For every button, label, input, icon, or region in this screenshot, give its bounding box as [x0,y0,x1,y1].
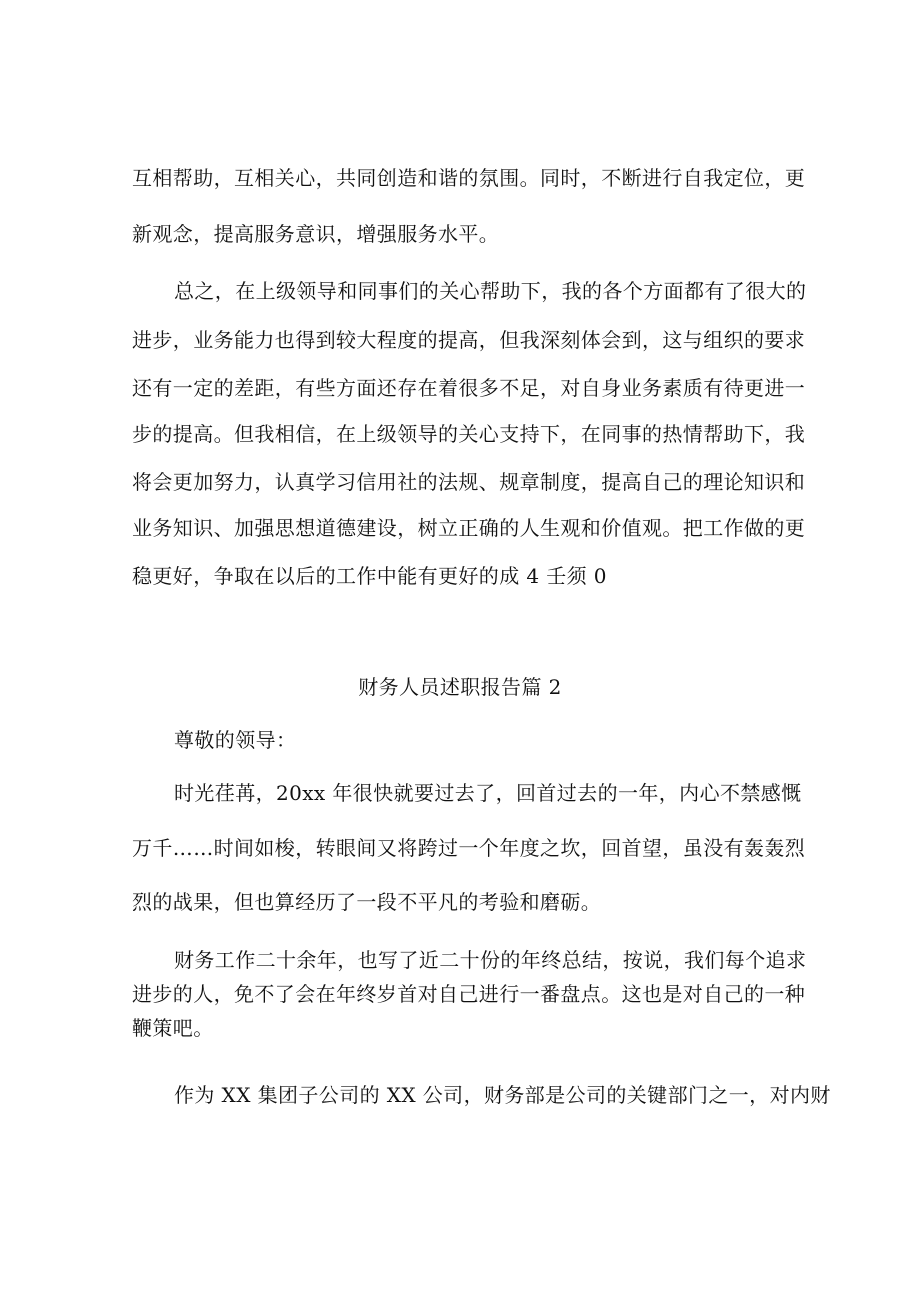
paragraph-4-line-3: 鞭策吧。 [132,1016,214,1040]
salutation: 尊敬的领导： [174,728,297,752]
paragraph-2-line-7: 稳更好，争取在以后的工作中能有更好的成 4 壬须 0 [132,564,607,588]
paragraph-4-line-2: 进步的人，免不了会在年终岁首对自己进行一番盘点。这也是对自己的一种 [132,982,806,1006]
paragraph-5-line-1: 作为 XX 集团子公司的 XX 公司，财务部是公司的关键部门之一，对内财 [174,1083,831,1107]
paragraph-1-line-2: 新观念，提高服务意识，增强服务水平。 [132,222,500,246]
section-title: 财务人员述职报告篇 2 [358,675,562,699]
paragraph-2-line-2: 进步，业务能力也得到较大程度的提高，但我深刻体会到，这与组织的要求 [132,328,806,352]
paragraph-3-line-1: 时光荏苒，20xx 年很快就要过去了，回首过去的一年，内心不禁感慨 [174,781,802,805]
paragraph-1-line-1: 互相帮助，互相关心，共同创造和谐的氛围。同时，不断进行自我定位，更 [132,166,806,190]
paragraph-3-line-2: 万千……时间如梭，转眼间又将跨过一个年度之坎，回首望，虽没有轰轰烈 [132,836,806,860]
paragraph-2-line-1: 总之，在上级领导和同事们的关心帮助下，我的各个方面都有了很大的 [174,279,807,303]
paragraph-4-line-1: 财务工作二十余年，也写了近二十份的年终总结，按说，我们每个追求 [174,948,807,972]
paragraph-2-line-6: 业务知识、加强思想道德建设，树立正确的人生观和价值观。把工作做的更 [132,516,806,540]
paragraph-2-line-4: 步的提高。但我相信，在上级领导的关心支持下，在同事的热情帮助下，我 [132,422,806,446]
paragraph-2-line-5: 将会更加努力，认真学习信用社的法规、规章制度，提高自己的理论知识和 [132,470,806,494]
paragraph-2-line-3: 还有一定的差距，有些方面还存在着很多不足，对自身业务素质有待更进一 [132,376,806,400]
paragraph-3-line-3: 烈的战果，但也算经历了一段不平凡的考验和磨砺。 [132,890,602,914]
